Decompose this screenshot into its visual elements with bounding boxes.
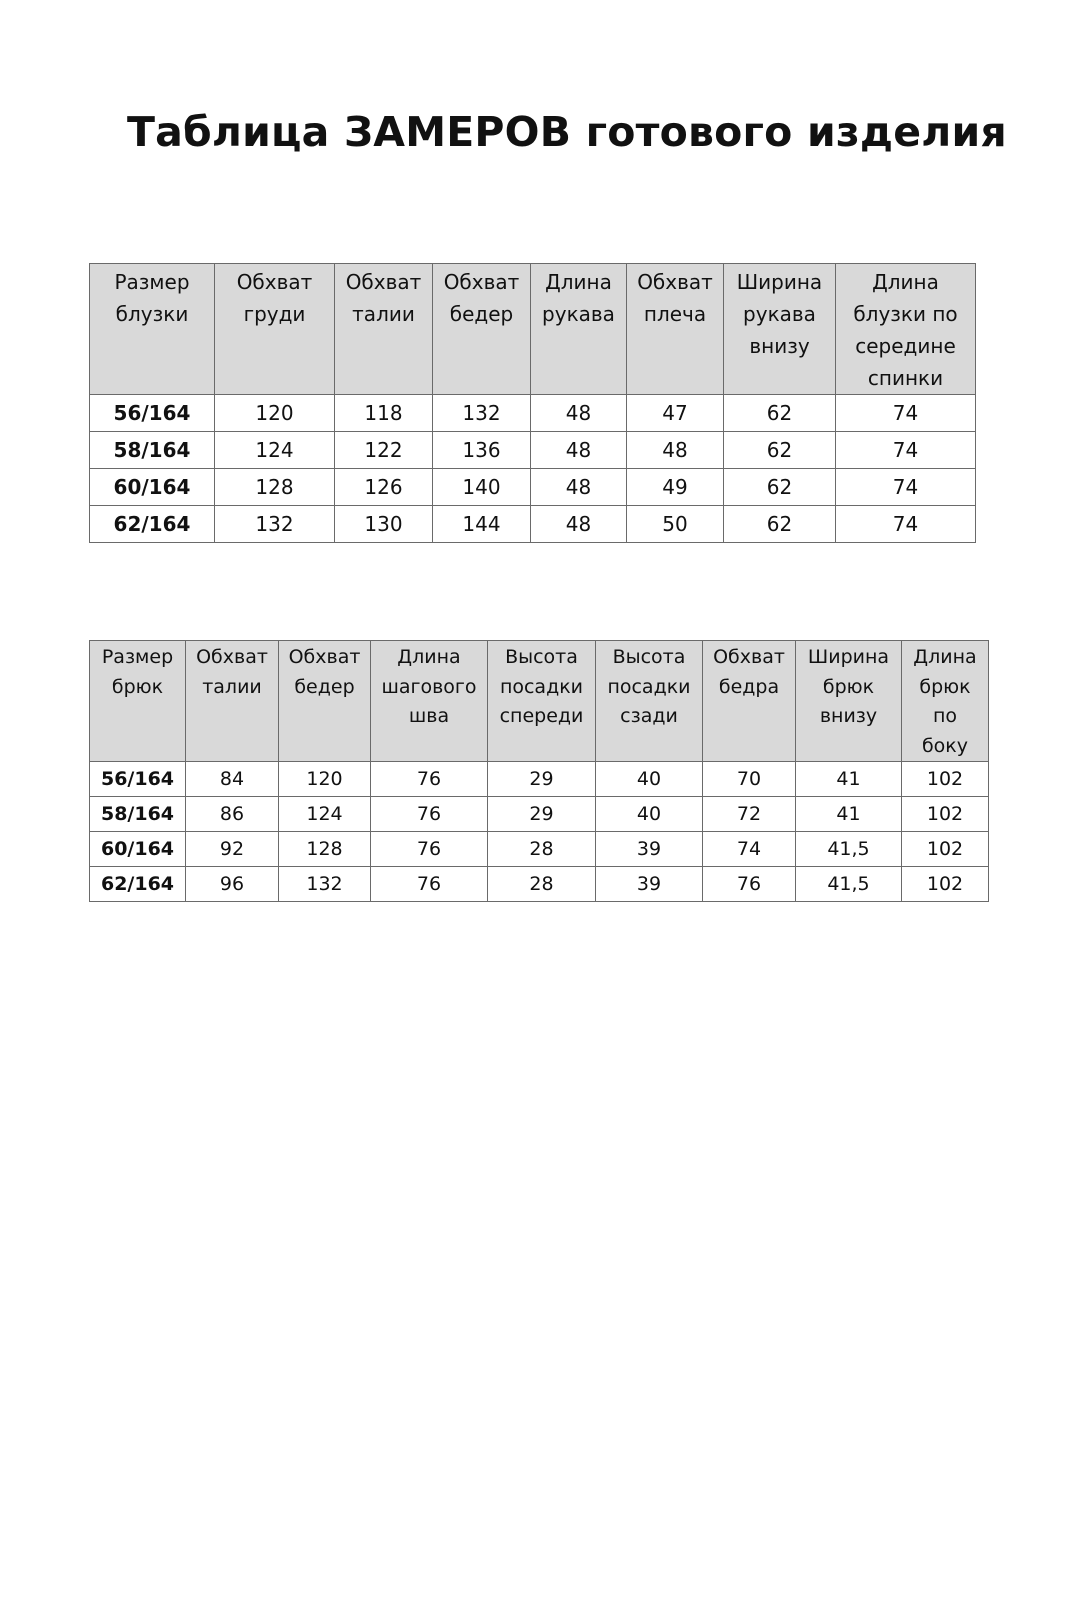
value-cell: 62 [724, 395, 836, 432]
header-line: внизу [749, 334, 810, 358]
header-line: талии [202, 675, 262, 698]
value-cell: 62 [724, 469, 836, 506]
value-cell: 132 [215, 506, 335, 543]
value-cell: 144 [433, 506, 531, 543]
header-line: бедра [718, 675, 780, 698]
header-size [90, 641, 186, 762]
value-cell: 102 [902, 832, 989, 867]
header-line: бедер [294, 675, 355, 698]
header-sleeve-length [531, 264, 627, 395]
header-line: блузки по [853, 302, 958, 326]
header-line: рукава [542, 302, 615, 326]
value-cell: 48 [627, 432, 724, 469]
header-line: Длина [872, 270, 939, 294]
header-line: шва [408, 705, 450, 727]
page-title: Таблица ЗАМЕРОВ готового изделия [127, 108, 1007, 156]
header-line: середине [855, 334, 956, 358]
table-header-row [90, 641, 989, 762]
header-line: сзади [620, 705, 678, 727]
value-cell: 74 [836, 506, 976, 543]
value-cell: 47 [627, 395, 724, 432]
header-side-length [902, 641, 989, 762]
header-line: Обхват [713, 646, 785, 668]
header-line: блузки [115, 302, 189, 326]
value-cell: 41,5 [796, 832, 902, 867]
value-cell: 74 [836, 469, 976, 506]
header-sleeve-bottom-width [724, 264, 836, 395]
value-cell: 29 [488, 797, 596, 832]
value-cell: 28 [488, 832, 596, 867]
header-waist-girth [186, 641, 279, 762]
header-line: Обхват [288, 646, 361, 668]
header-line: Обхват [443, 270, 520, 294]
table-header-row [90, 264, 976, 395]
value-cell: 39 [596, 832, 703, 867]
value-cell: 62 [724, 432, 836, 469]
header-line: Высота [612, 646, 686, 668]
header-line: талии [352, 302, 415, 326]
size-cell: 62/164 [90, 867, 186, 902]
header-line: Длина [545, 270, 612, 294]
header-blouse-back-length [836, 264, 976, 395]
size-cell: 60/164 [90, 832, 186, 867]
value-cell: 132 [433, 395, 531, 432]
header-line: спереди [499, 705, 584, 727]
value-cell: 118 [335, 395, 433, 432]
value-cell: 124 [279, 797, 371, 832]
value-cell: 50 [627, 506, 724, 543]
header-line: Обхват [196, 646, 268, 668]
header-line: Длина [913, 646, 977, 668]
value-cell: 40 [596, 797, 703, 832]
size-cell: 62/164 [90, 506, 215, 543]
value-cell: 124 [215, 432, 335, 469]
value-cell: 76 [371, 832, 488, 867]
value-cell: 28 [488, 867, 596, 902]
header-line: Размер [114, 270, 190, 294]
table-row [90, 395, 976, 432]
value-cell: 84 [186, 762, 279, 797]
header-line: Ширина [736, 270, 823, 294]
header-line: посадки [499, 675, 584, 698]
header-line: Обхват [637, 270, 713, 294]
header-line: внизу [819, 705, 878, 727]
size-cell: 58/164 [90, 797, 186, 832]
header-line: по [932, 705, 958, 727]
value-cell: 102 [902, 797, 989, 832]
value-cell: 140 [433, 469, 531, 506]
value-cell: 128 [215, 469, 335, 506]
header-line: брюк [111, 675, 164, 698]
value-cell: 126 [335, 469, 433, 506]
header-line: боку [921, 734, 969, 757]
value-cell: 74 [836, 395, 976, 432]
header-shoulder-girth [627, 264, 724, 395]
header-line: Длина [397, 646, 461, 668]
value-cell: 49 [627, 469, 724, 506]
size-cell: 56/164 [90, 395, 215, 432]
table-row [90, 762, 989, 797]
value-cell: 120 [279, 762, 371, 797]
value-cell: 120 [215, 395, 335, 432]
header-thigh-girth [703, 641, 796, 762]
table-row [90, 867, 989, 902]
value-cell: 102 [902, 867, 989, 902]
pants-measurements-table [89, 640, 989, 902]
value-cell: 128 [279, 832, 371, 867]
table-row [90, 432, 976, 469]
blouse-measurements-table [89, 263, 976, 543]
value-cell: 41 [796, 797, 902, 832]
header-line: посадки [607, 675, 691, 698]
value-cell: 40 [596, 762, 703, 797]
header-hip-girth [279, 641, 371, 762]
header-line: Обхват [236, 270, 313, 294]
header-line: спинки [867, 366, 944, 390]
value-cell: 86 [186, 797, 279, 832]
value-cell: 41 [796, 762, 902, 797]
table-row [90, 506, 976, 543]
header-chest-girth [215, 264, 335, 395]
header-line: брюк [822, 675, 875, 698]
value-cell: 62 [724, 506, 836, 543]
value-cell: 48 [531, 469, 627, 506]
size-cell: 60/164 [90, 469, 215, 506]
header-line: рукава [743, 302, 816, 326]
header-line: груди [243, 302, 306, 326]
value-cell: 76 [371, 797, 488, 832]
value-cell: 72 [703, 797, 796, 832]
value-cell: 41,5 [796, 867, 902, 902]
header-line: плеча [643, 302, 707, 326]
header-line: Обхват [345, 270, 422, 294]
header-front-rise [488, 641, 596, 762]
header-back-rise [596, 641, 703, 762]
value-cell: 130 [335, 506, 433, 543]
value-cell: 76 [703, 867, 796, 902]
table-row [90, 469, 976, 506]
value-cell: 92 [186, 832, 279, 867]
value-cell: 48 [531, 432, 627, 469]
table-body [90, 395, 976, 543]
value-cell: 132 [279, 867, 371, 902]
value-cell: 70 [703, 762, 796, 797]
table-row [90, 832, 989, 867]
header-hip-girth [433, 264, 531, 395]
header-pants-bottom-width [796, 641, 902, 762]
value-cell: 48 [531, 506, 627, 543]
value-cell: 136 [433, 432, 531, 469]
header-waist-girth [335, 264, 433, 395]
header-line: Высота [505, 646, 578, 668]
value-cell: 122 [335, 432, 433, 469]
value-cell: 96 [186, 867, 279, 902]
size-cell: 56/164 [90, 762, 186, 797]
value-cell: 48 [531, 395, 627, 432]
header-line: брюк [919, 675, 971, 698]
header-line: Размер [101, 646, 174, 668]
header-line: Ширина [807, 646, 890, 668]
header-line: шагового [381, 675, 477, 698]
value-cell: 76 [371, 762, 488, 797]
size-cell: 58/164 [90, 432, 215, 469]
header-size [90, 264, 215, 395]
value-cell: 39 [596, 867, 703, 902]
value-cell: 29 [488, 762, 596, 797]
value-cell: 74 [703, 832, 796, 867]
table-row [90, 797, 989, 832]
header-line: бедер [449, 302, 514, 326]
header-inseam-length [371, 641, 488, 762]
table-body [90, 762, 989, 902]
value-cell: 102 [902, 762, 989, 797]
value-cell: 74 [836, 432, 976, 469]
value-cell: 76 [371, 867, 488, 902]
